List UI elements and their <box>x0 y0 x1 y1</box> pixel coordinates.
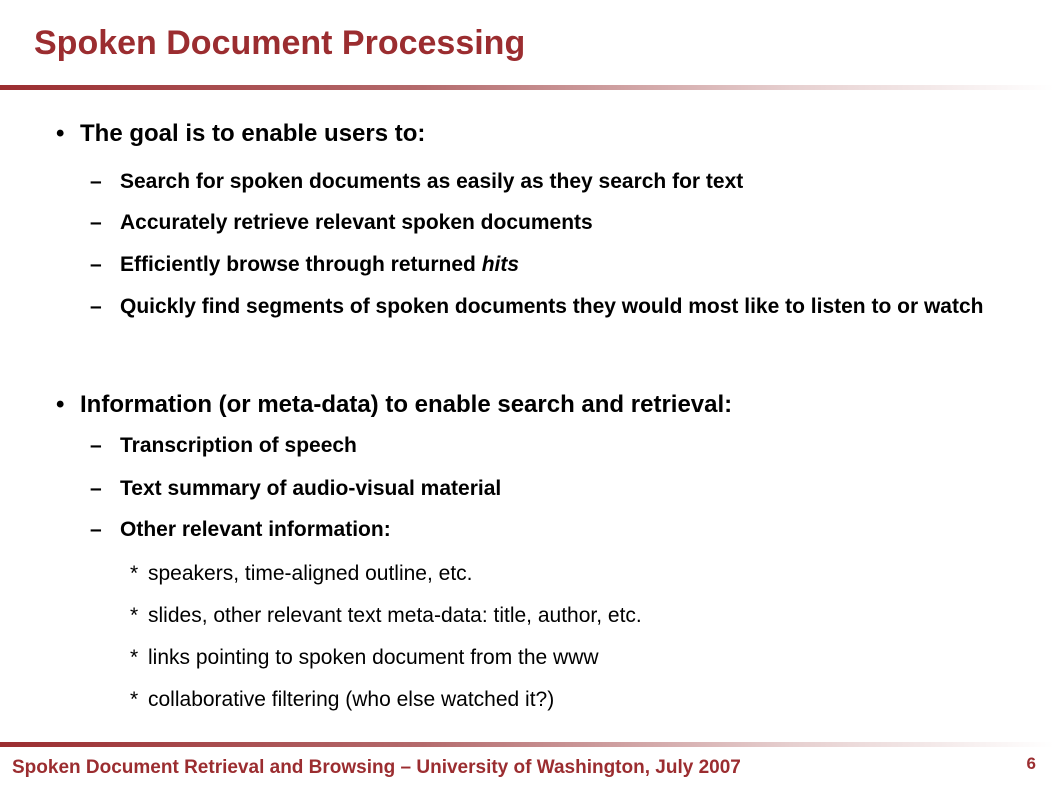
dash-marker: – <box>90 253 102 276</box>
item-text: Text summary of audio-visual material <box>120 477 502 500</box>
sub-item-text: links pointing to spoken document from the www <box>148 646 599 669</box>
sub-item-links <box>130 646 599 670</box>
section-heading-goal <box>56 120 425 148</box>
sub-item-text: slides, other relevant text meta-data: title, author, etc. <box>148 604 642 627</box>
goal-item-retrieve <box>90 208 1000 238</box>
goal-item-browse <box>90 250 1000 280</box>
sub-item-text: collaborative filtering (who else watched it?) <box>148 688 555 711</box>
dash-marker: – <box>90 434 102 457</box>
dash-marker: – <box>90 211 102 234</box>
goal-item-search <box>90 167 1000 197</box>
item-text: Search for spoken documents as easily as they search for text <box>120 170 744 193</box>
item-text: Transcription of speech <box>120 434 357 457</box>
item-text-plain: Efficiently browse through returned <box>120 253 482 276</box>
star-marker: * <box>130 688 139 711</box>
section-heading-information <box>56 391 732 419</box>
sub-item-slides <box>130 604 642 628</box>
goal-item-find-segments <box>90 292 1000 322</box>
info-item-summary <box>90 474 1000 504</box>
sub-item-text: speakers, time-aligned outline, etc. <box>148 562 473 585</box>
slide-title: Spoken Document Processing <box>34 24 526 62</box>
item-text <box>120 250 1000 280</box>
info-item-transcription <box>90 431 1000 461</box>
item-text-italic: hits <box>481 253 520 276</box>
item-text: Accurately retrieve relevant spoken documents <box>120 211 593 234</box>
item-text: Other relevant information: <box>120 518 391 541</box>
sub-item-collaborative <box>130 688 554 712</box>
sub-item-speakers <box>130 562 473 586</box>
page-number: 6 <box>1026 754 1036 773</box>
footer-text: Spoken Document Retrieval and Browsing – University of Washington, July 2007 <box>12 757 741 778</box>
star-marker: * <box>130 604 139 627</box>
dash-marker: – <box>90 518 102 541</box>
bullet-marker: • <box>56 391 65 418</box>
info-item-other <box>90 515 1000 545</box>
dash-marker: – <box>90 477 102 500</box>
star-marker: * <box>130 646 139 669</box>
star-marker: * <box>130 562 139 585</box>
footer-divider <box>0 742 1054 747</box>
heading-text: The goal is to enable users to: <box>80 120 426 147</box>
dash-marker: – <box>90 170 102 193</box>
item-text: Quickly find segments of spoken documents they would most like to listen to or watch <box>120 295 984 318</box>
heading-text: Information (or meta-data) to enable search and retrieval: <box>80 391 733 418</box>
dash-marker: – <box>90 295 102 318</box>
bullet-marker: • <box>56 120 65 147</box>
